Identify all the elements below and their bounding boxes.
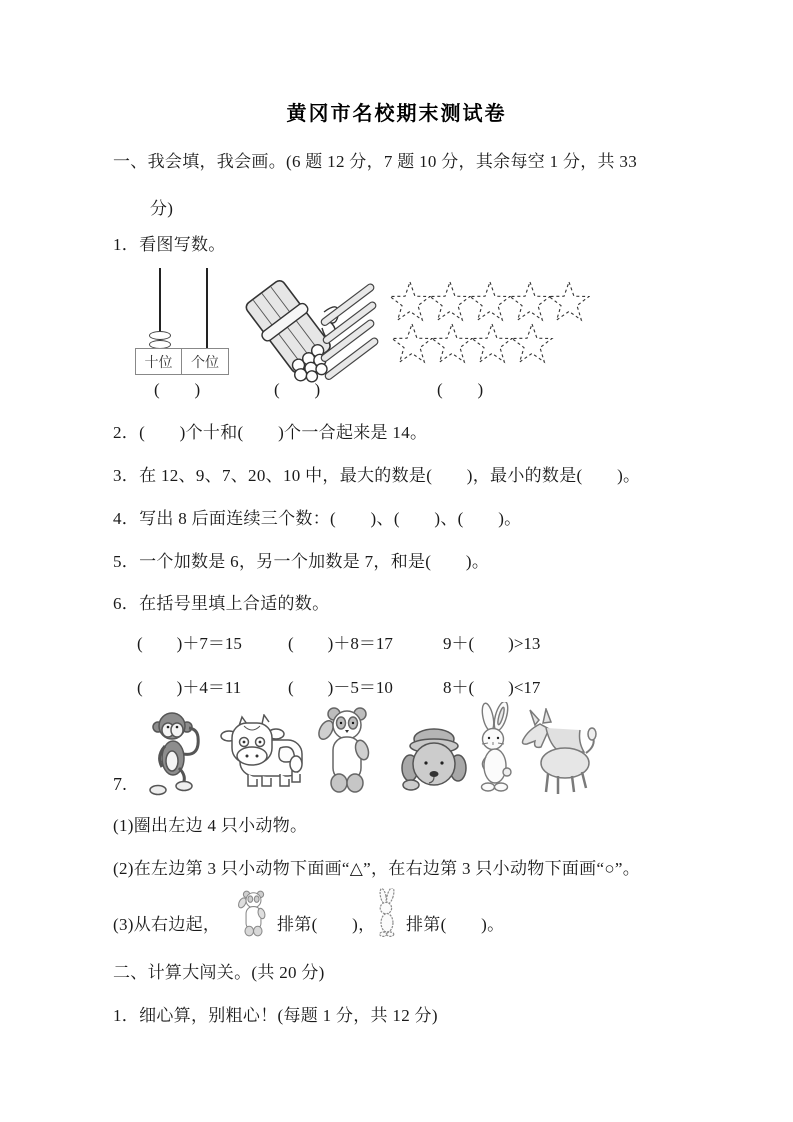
- dog-image: [398, 724, 470, 792]
- equation-blank: ( )＋8＝17: [288, 634, 393, 653]
- q5-text: 5．一个加数是 6，另一个加数是 7，和是( )。: [113, 552, 490, 571]
- panda-small-image: [237, 890, 270, 937]
- q7-sub3-mid: 排第( )，: [277, 915, 376, 934]
- q7-sub3-prefix: (3)从右边起，: [113, 915, 221, 934]
- section-one-heading: 一、我会填，我会画。(6 题 12 分，7 题 10 分，其余每空 1 分，共 33: [113, 152, 638, 171]
- equation-blank: ( )＋7＝15: [137, 634, 242, 653]
- q7-label: 7.: [113, 774, 128, 794]
- equation-blank: ( )－5＝10: [288, 678, 393, 697]
- q7-sub2-text: (2)在左边第 3 只小动物下面画“△”，在右边第 3 只小动物下面画“○”。: [113, 859, 641, 878]
- ones-place-label: 个位: [181, 348, 229, 375]
- q7-sub1-text: (1)圈出左边 4 只小动物。: [113, 816, 308, 835]
- stars-image: [388, 278, 590, 373]
- q2-text: 2．( )个十和( )个一合起来是 14。: [113, 423, 428, 442]
- cow-image: [218, 714, 306, 796]
- q6-label: 6．在括号里填上合适的数。: [113, 594, 330, 613]
- abacus-bead: [149, 331, 171, 340]
- abacus-ones-rod: [206, 268, 208, 349]
- abacus-answer-blank: ( ): [154, 380, 201, 399]
- donkey-image: [518, 708, 598, 796]
- q7-sub3-end: 排第( )。: [406, 915, 505, 934]
- stars-answer-blank: ( ): [437, 380, 484, 399]
- equation-blank: 9＋( )>13: [443, 634, 541, 653]
- abacus-figure: [136, 268, 232, 376]
- page-title: 黄冈市名校期末测试卷: [286, 103, 507, 125]
- rabbit-image: [474, 702, 516, 794]
- q1-label: 1．看图写数。: [113, 235, 226, 254]
- place-value-box: [136, 348, 229, 375]
- rabbit-small-image: [375, 888, 399, 938]
- equation-blank: ( )＋4＝11: [137, 678, 242, 697]
- sticks-image: [236, 268, 392, 386]
- section-one-heading-cont: 分): [150, 199, 174, 218]
- q4-text: 4．写出 8 后面连续三个数：( )、( )、( )。: [113, 509, 522, 528]
- tens-place-label: 十位: [135, 348, 183, 375]
- sticks-answer-blank: ( ): [274, 380, 321, 399]
- q3-text: 3．在 12、9、7、20、10 中，最大的数是( )，最小的数是( )。: [113, 466, 641, 485]
- equation-blank: 8＋( )<17: [443, 678, 541, 697]
- section-two-heading: 二、计算大闯关。(共 20 分): [113, 963, 325, 982]
- panda-image: [316, 706, 378, 794]
- section-two-q1-text: 1．细心算，别粗心！(每题 1 分，共 12 分): [113, 1006, 438, 1025]
- monkey-image: [146, 706, 201, 798]
